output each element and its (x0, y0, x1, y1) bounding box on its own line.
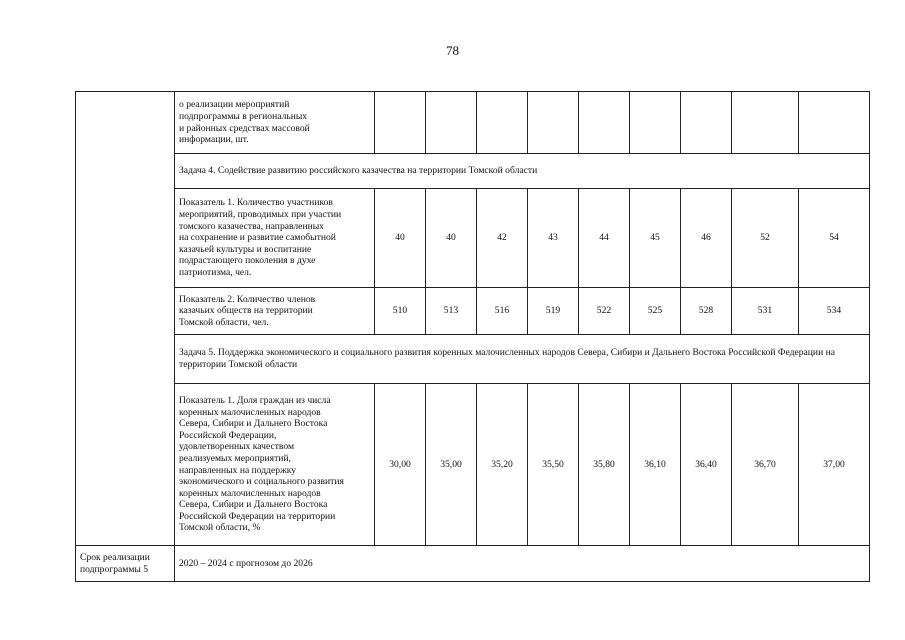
value-cell: 30,00 (375, 384, 426, 546)
task-4-heading: Задача 4. Содействие развитию российского казачества на территории Томской области (175, 154, 870, 189)
page-number: 78 (446, 43, 459, 58)
value-cell: 534 (799, 288, 870, 335)
value-cell: 36,70 (732, 384, 799, 546)
value-cell: 528 (681, 288, 732, 335)
value-cell: 35,00 (426, 384, 477, 546)
value-cell: 43 (528, 189, 579, 288)
value-cell: 519 (528, 288, 579, 335)
value-cell: 35,50 (528, 384, 579, 546)
subprogram-indicators-table (75, 91, 870, 582)
value-cell (681, 92, 732, 154)
indicator-text: Показатель 1. Количество участников мероприятий, проводимых при участии томского казачества, направленных на сохранение и развитие самобытной казачьей культуры и воспитание подрастающего поколения в духе патриотизма, чел. (175, 189, 375, 288)
table-row-term (76, 546, 870, 582)
table-row-indicator (76, 384, 870, 546)
value-cell: 40 (375, 189, 426, 288)
value-cell: 531 (732, 288, 799, 335)
value-cell: 40 (426, 189, 477, 288)
value-cell: 522 (579, 288, 630, 335)
value-cell: 42 (477, 189, 528, 288)
value-cell: 513 (426, 288, 477, 335)
term-label: Срок реализации подпрограммы 5 (76, 546, 175, 582)
value-cell: 510 (375, 288, 426, 335)
value-cell (579, 92, 630, 154)
value-cell: 45 (630, 189, 681, 288)
indicator-text: Показатель 2. Количество членов казачьих обществ на территории Томской области, чел. (175, 288, 375, 335)
value-cell: 37,00 (799, 384, 870, 546)
table-row-task-5 (76, 335, 870, 384)
value-cell: 525 (630, 288, 681, 335)
indicator-text: о реализации мероприятий подпрограммы в региональных и районных средствах массовой информации, шт. (175, 92, 375, 154)
term-value: 2020 – 2024 с прогнозом до 2026 (175, 546, 870, 582)
table-row-continuation (76, 92, 870, 154)
value-cell (799, 92, 870, 154)
value-cell: 516 (477, 288, 528, 335)
table-row-indicator (76, 189, 870, 288)
value-cell: 52 (732, 189, 799, 288)
value-cell (375, 92, 426, 154)
value-cell (477, 92, 528, 154)
value-cell (732, 92, 799, 154)
value-cell: 35,80 (579, 384, 630, 546)
table-row-task-4 (76, 154, 870, 189)
value-cell: 54 (799, 189, 870, 288)
value-cell: 35,20 (477, 384, 528, 546)
value-cell (426, 92, 477, 154)
value-cell (528, 92, 579, 154)
value-cell: 46 (681, 189, 732, 288)
task-5-heading: Задача 5. Поддержка экономического и социального развития коренных малочисленных народов Севера, Сибири и Дальнего Востока Российской Федерации на территории Томской области (175, 335, 870, 384)
value-cell: 44 (579, 189, 630, 288)
value-cell (630, 92, 681, 154)
indicator-text: Показатель 1. Доля граждан из числа коренных малочисленных народов Севера, Сибири и Дальнего Востока Российской Федерации, удовлетворенных качеством реализуемых мероприятий, направленных на поддержку экономического и социального развития коренных малочисленных народов Севера, Сибири и Дальнего Востока Российской Федерации на территории Томской области, % (175, 384, 375, 546)
value-cell: 36,40 (681, 384, 732, 546)
value-cell: 36,10 (630, 384, 681, 546)
table-row-indicator (76, 288, 870, 335)
left-label-cell-empty (76, 92, 175, 546)
